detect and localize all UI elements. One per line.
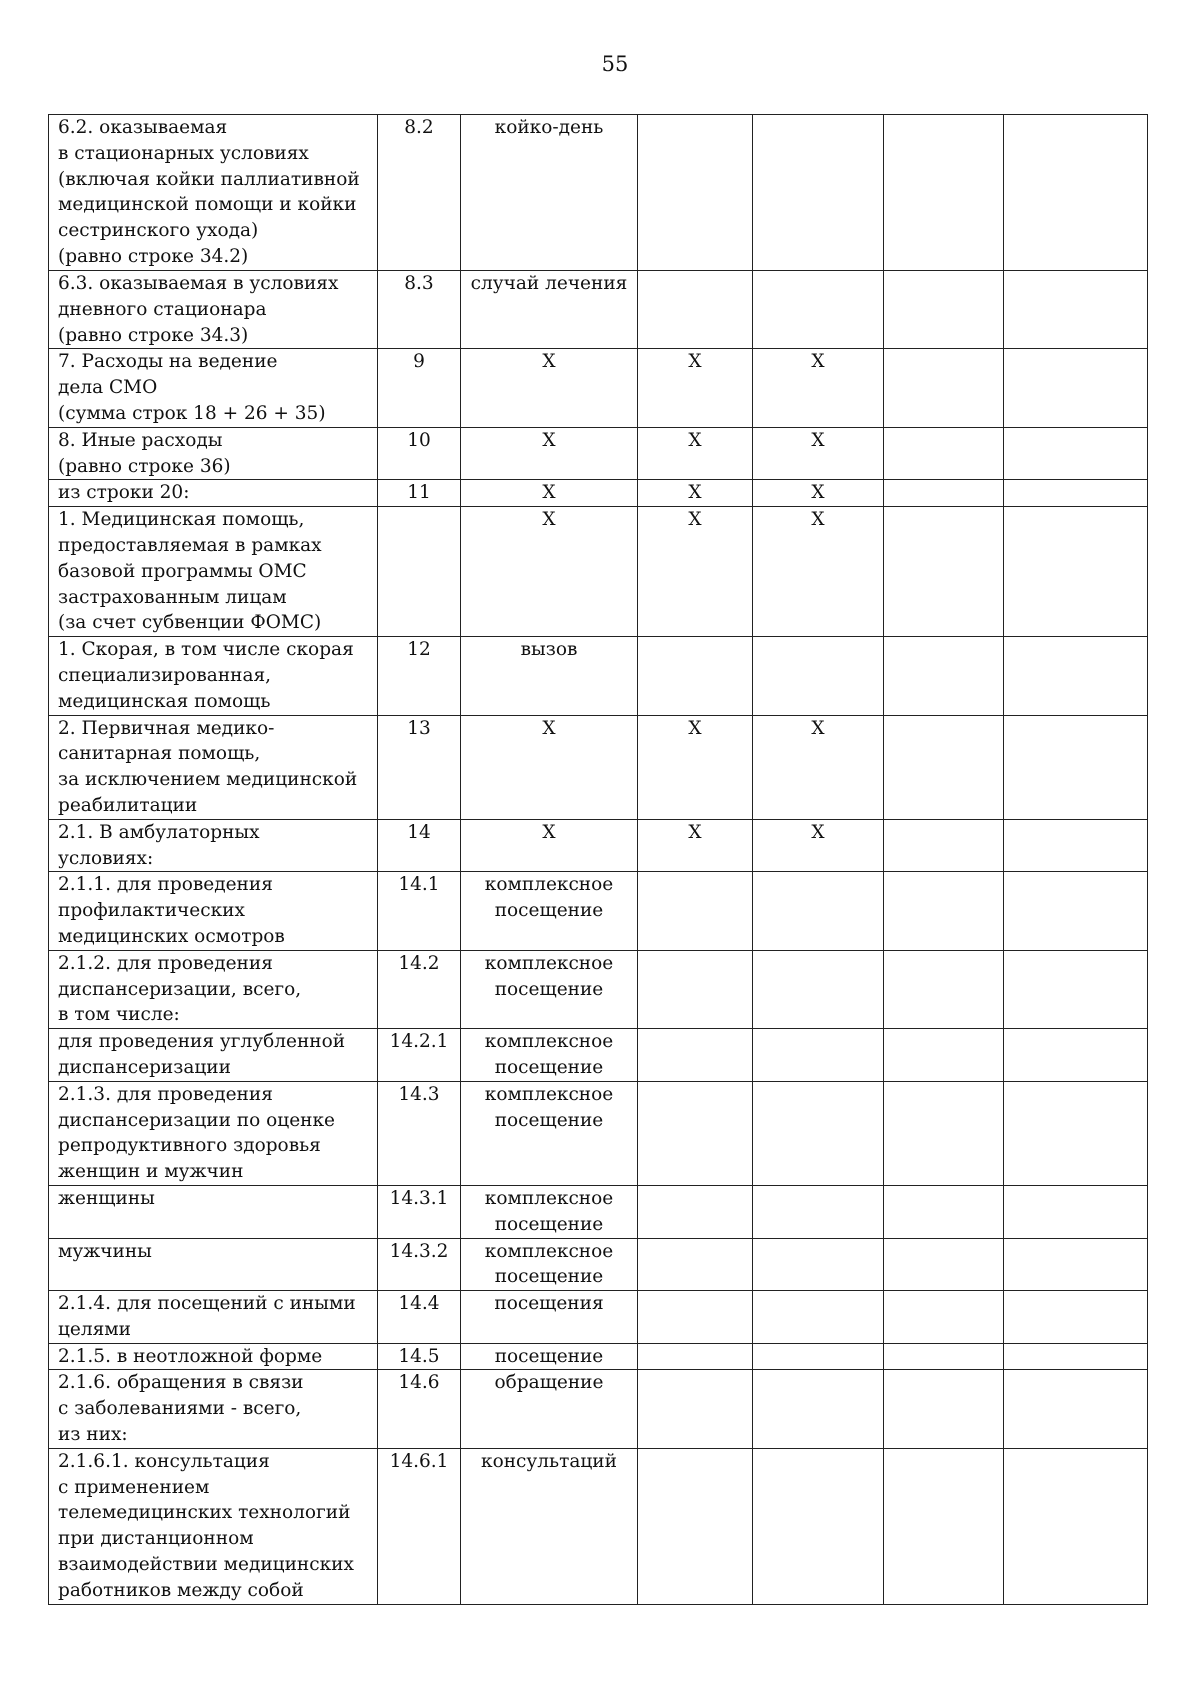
value-cell-4 <box>1004 1291 1148 1344</box>
row-code-cell <box>378 507 461 637</box>
row-unit-cell: X <box>461 349 638 427</box>
row-code-cell: 14.2 <box>378 950 461 1028</box>
table-row <box>49 1291 1148 1344</box>
table-row <box>49 427 1148 480</box>
table-row <box>49 637 1148 715</box>
value-cell-2: X <box>753 819 884 872</box>
value-cell-2 <box>753 872 884 950</box>
table-row <box>49 819 1148 872</box>
value-cell-2: X <box>753 507 884 637</box>
value-cell-1 <box>638 1081 753 1185</box>
value-cell-1 <box>638 1185 753 1238</box>
table-row <box>49 715 1148 819</box>
row-name-cell: 2.1. В амбулаторных условиях: <box>49 819 378 872</box>
row-code-cell: 10 <box>378 427 461 480</box>
value-cell-1 <box>638 872 753 950</box>
row-code-cell: 14.1 <box>378 872 461 950</box>
value-cell-3 <box>884 637 1004 715</box>
value-cell-4 <box>1004 507 1148 637</box>
row-name-cell: 2.1.3. для проведения диспансеризации по оценке репродуктивного здоровья женщин и мужчин <box>49 1081 378 1185</box>
value-cell-1 <box>638 1343 753 1370</box>
value-cell-3 <box>884 115 1004 271</box>
row-code-cell: 14.2.1 <box>378 1029 461 1082</box>
value-cell-3 <box>884 1291 1004 1344</box>
value-cell-2 <box>753 115 884 271</box>
value-cell-2 <box>753 1370 884 1448</box>
row-unit-cell: комплексное посещение <box>461 1238 638 1291</box>
value-cell-2: X <box>753 715 884 819</box>
row-unit-cell: комплексное посещение <box>461 1185 638 1238</box>
table-row <box>49 480 1148 507</box>
row-code-cell: 14.3.2 <box>378 1238 461 1291</box>
value-cell-4 <box>1004 950 1148 1028</box>
value-cell-4 <box>1004 480 1148 507</box>
table-row <box>49 1343 1148 1370</box>
row-unit-cell: посещения <box>461 1291 638 1344</box>
row-name-cell: 2.1.5. в неотложной форме <box>49 1343 378 1370</box>
value-cell-1 <box>638 1291 753 1344</box>
value-cell-2 <box>753 950 884 1028</box>
value-cell-3 <box>884 1448 1004 1604</box>
table-row <box>49 349 1148 427</box>
value-cell-1 <box>638 1370 753 1448</box>
row-code-cell: 14.3.1 <box>378 1185 461 1238</box>
row-name-cell: 7. Расходы на ведение дела СМО (сумма строк 18 + 26 + 35) <box>49 349 378 427</box>
row-name-cell: 2.1.6. обращения в связи с заболеваниями - всего, из них: <box>49 1370 378 1448</box>
value-cell-3 <box>884 507 1004 637</box>
row-code-cell: 14.6 <box>378 1370 461 1448</box>
value-cell-4 <box>1004 819 1148 872</box>
row-name-cell: женщины <box>49 1185 378 1238</box>
row-code-cell: 9 <box>378 349 461 427</box>
value-cell-3 <box>884 872 1004 950</box>
row-name-cell: для проведения углубленной диспансеризации <box>49 1029 378 1082</box>
value-cell-4 <box>1004 715 1148 819</box>
row-code-cell: 8.3 <box>378 271 461 349</box>
value-cell-4 <box>1004 427 1148 480</box>
value-cell-4 <box>1004 1185 1148 1238</box>
row-name-cell: 2. Первичная медико- санитарная помощь, за исключением медицинской реабилитации <box>49 715 378 819</box>
value-cell-1: X <box>638 427 753 480</box>
value-cell-2: X <box>753 480 884 507</box>
value-cell-4 <box>1004 349 1148 427</box>
row-name-cell: 1. Скорая, в том числе скорая специализированная, медицинская помощь <box>49 637 378 715</box>
value-cell-1 <box>638 637 753 715</box>
row-code-cell: 12 <box>378 637 461 715</box>
row-unit-cell: койко-день <box>461 115 638 271</box>
value-cell-3 <box>884 349 1004 427</box>
row-code-cell: 14.5 <box>378 1343 461 1370</box>
row-unit-cell: X <box>461 715 638 819</box>
table-row <box>49 1081 1148 1185</box>
row-name-cell: 2.1.6.1. консультация с применением телемедицинских технологий при дистанционном взаимодействии медицинских работников между собой <box>49 1448 378 1604</box>
row-unit-cell: консультаций <box>461 1448 638 1604</box>
row-unit-cell: X <box>461 507 638 637</box>
value-cell-4 <box>1004 1370 1148 1448</box>
value-cell-3 <box>884 1029 1004 1082</box>
value-cell-1: X <box>638 819 753 872</box>
table-row <box>49 1185 1148 1238</box>
row-unit-cell: X <box>461 819 638 872</box>
table-row <box>49 872 1148 950</box>
value-cell-4 <box>1004 115 1148 271</box>
table-row <box>49 271 1148 349</box>
value-cell-4 <box>1004 1238 1148 1291</box>
row-unit-cell: вызов <box>461 637 638 715</box>
row-unit-cell: случай лечения <box>461 271 638 349</box>
table-row <box>49 1448 1148 1604</box>
row-name-cell: 6.2. оказываемая в стационарных условиях (включая койки паллиативной медицинской помощи и койки сестринского ухода) (равно строке 34.2) <box>49 115 378 271</box>
value-cell-4 <box>1004 872 1148 950</box>
row-code-cell: 8.2 <box>378 115 461 271</box>
value-cell-3 <box>884 1081 1004 1185</box>
value-cell-3 <box>884 480 1004 507</box>
value-cell-2 <box>753 1081 884 1185</box>
row-unit-cell: X <box>461 427 638 480</box>
page-number: 55 <box>601 52 629 76</box>
value-cell-2 <box>753 637 884 715</box>
value-cell-1 <box>638 1238 753 1291</box>
value-cell-3 <box>884 427 1004 480</box>
row-name-cell: 2.1.2. для проведения диспансеризации, всего, в том числе: <box>49 950 378 1028</box>
value-cell-4 <box>1004 1448 1148 1604</box>
row-unit-cell: посещение <box>461 1343 638 1370</box>
table-row <box>49 1029 1148 1082</box>
row-code-cell: 14.3 <box>378 1081 461 1185</box>
table-body <box>49 115 1148 1605</box>
value-cell-2 <box>753 1185 884 1238</box>
table-row <box>49 507 1148 637</box>
value-cell-3 <box>884 1238 1004 1291</box>
row-unit-cell: X <box>461 480 638 507</box>
value-cell-3 <box>884 1185 1004 1238</box>
value-cell-3 <box>884 1370 1004 1448</box>
row-code-cell: 14.6.1 <box>378 1448 461 1604</box>
row-unit-cell: комплексное посещение <box>461 950 638 1028</box>
row-unit-cell: обращение <box>461 1370 638 1448</box>
value-cell-2: X <box>753 349 884 427</box>
value-cell-1: X <box>638 480 753 507</box>
value-cell-1 <box>638 950 753 1028</box>
value-cell-1 <box>638 115 753 271</box>
row-unit-cell: комплексное посещение <box>461 872 638 950</box>
value-cell-4 <box>1004 271 1148 349</box>
value-cell-2 <box>753 1343 884 1370</box>
value-cell-2 <box>753 1238 884 1291</box>
value-cell-3 <box>884 715 1004 819</box>
row-name-cell: 2.1.4. для посещений с иными целями <box>49 1291 378 1344</box>
value-cell-3 <box>884 950 1004 1028</box>
row-name-cell: 1. Медицинская помощь, предоставляемая в рамках базовой программы ОМС застрахованным лицам (за счет субвенции ФОМС) <box>49 507 378 637</box>
value-cell-4 <box>1004 637 1148 715</box>
value-cell-1 <box>638 1448 753 1604</box>
row-name-cell: 8. Иные расходы (равно строке 36) <box>49 427 378 480</box>
value-cell-3 <box>884 1343 1004 1370</box>
value-cell-2 <box>753 1029 884 1082</box>
row-name-cell: 2.1.1. для проведения профилактических медицинских осмотров <box>49 872 378 950</box>
value-cell-2 <box>753 1291 884 1344</box>
value-cell-4 <box>1004 1343 1148 1370</box>
row-unit-cell: комплексное посещение <box>461 1029 638 1082</box>
value-cell-1: X <box>638 715 753 819</box>
row-name-cell: мужчины <box>49 1238 378 1291</box>
value-cell-2 <box>753 271 884 349</box>
row-name-cell: 6.3. оказываемая в условиях дневного стационара (равно строке 34.3) <box>49 271 378 349</box>
value-cell-1: X <box>638 507 753 637</box>
table-row <box>49 1238 1148 1291</box>
value-cell-4 <box>1004 1081 1148 1185</box>
row-unit-cell: комплексное посещение <box>461 1081 638 1185</box>
value-cell-2: X <box>753 427 884 480</box>
row-code-cell: 14 <box>378 819 461 872</box>
row-code-cell: 11 <box>378 480 461 507</box>
report-table <box>48 114 1148 1605</box>
table-row <box>49 950 1148 1028</box>
value-cell-1 <box>638 1029 753 1082</box>
table-row <box>49 1370 1148 1448</box>
value-cell-1: X <box>638 349 753 427</box>
row-code-cell: 14.4 <box>378 1291 461 1344</box>
table-row <box>49 115 1148 271</box>
value-cell-4 <box>1004 1029 1148 1082</box>
value-cell-2 <box>753 1448 884 1604</box>
row-code-cell: 13 <box>378 715 461 819</box>
row-name-cell: из строки 20: <box>49 480 378 507</box>
value-cell-3 <box>884 271 1004 349</box>
value-cell-3 <box>884 819 1004 872</box>
value-cell-1 <box>638 271 753 349</box>
